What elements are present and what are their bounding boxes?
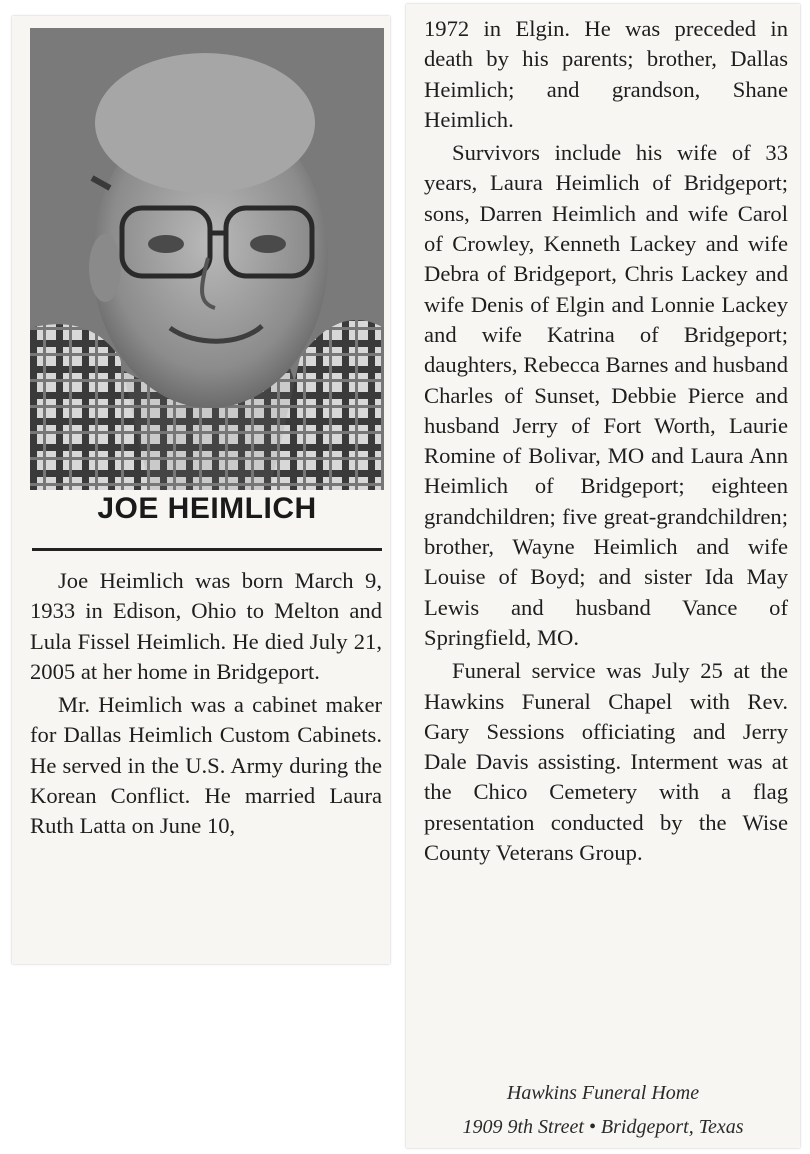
funeral-home-name: Hawkins Funeral Home: [506, 1082, 700, 1104]
portrait-photo-icon: [30, 28, 384, 490]
career-paragraph: Mr. Heimlich was a cabinet maker for Dallas Heimlich Custom Cabinets. He served in the U.S. Army during the Korean Conflict. He married Laura Ruth Latta on June 10,: [30, 692, 382, 839]
survivors-paragraph: Survivors include his wife of 33 years, Laura Heimlich of Bridgeport; sons, Darren Heimlich and wife Carol of Crowley, Kenneth Lackey and wife Debra of Bridgeport, Chris Lackey and wife Denis of Elgin and Lonnie Lackey and wife Katrina of Bridgeport; daughters, Rebecca Barnes and husband Charles of Sunset, Debbie Pierce and husband Jerry of Fort Worth, Laurie Romine of Bolivar, MO and Laura Ann Heimlich of Bridgeport; eighteen grandchildren; five great-grandchildren; brother, Wayne Heimlich and wife Louise of Boyd; and sister Ida May Lewis and husband Vance of Springfield, MO.: [424, 140, 788, 650]
heading-divider: [32, 548, 382, 551]
left-column-text: [30, 566, 382, 842]
deceased-name-heading: JOE HEIMLICH: [97, 492, 317, 525]
marriage-continuation-paragraph: 1972 in Elgin. He was preceded in death by his parents; brother, Dallas Heimlich; and grandson, Shane Heimlich.: [424, 16, 788, 132]
right-column-text: [424, 14, 788, 868]
funeral-service-paragraph: Funeral service was July 25 at the Hawkins Funeral Chapel with Rev. Gary Sessions officiating and Jerry Dale Davis assisting. Interment was at the Chico Cemetery with a flag presentation conducted by the Wise County Veterans Group.: [424, 658, 788, 866]
birth-paragraph: Joe Heimlich was born March 9, 1933 in Edison, Ohio to Melton and Lula Fissel Heimlich. He died July 21, 2005 at her home in Bridgeport.: [30, 568, 382, 684]
funeral-home-address: 1909 9th Street • Bridgeport, Texas: [462, 1116, 744, 1138]
